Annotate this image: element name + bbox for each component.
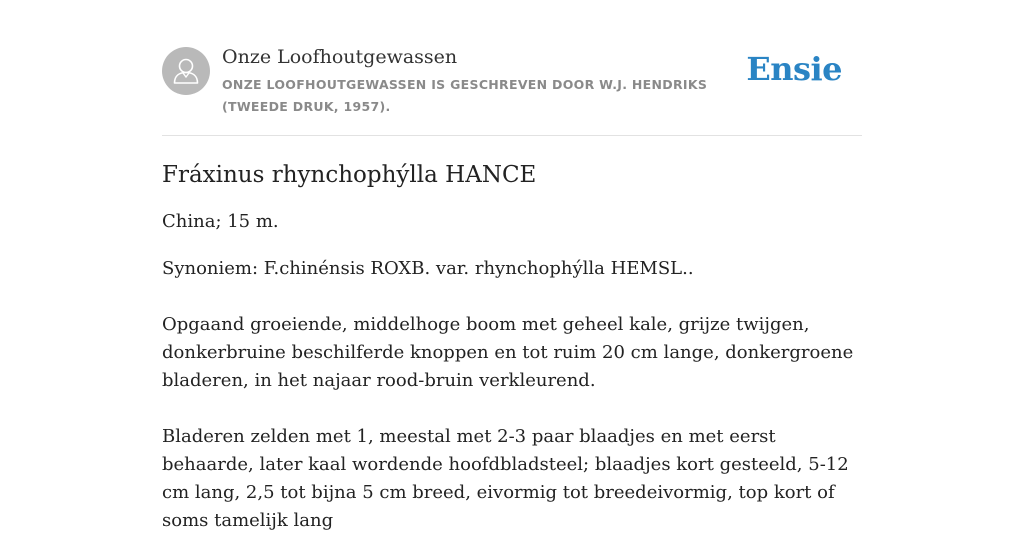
brand-logo[interactable]: Ensie bbox=[746, 50, 842, 88]
entry-title: Fráxinus rhynchophýlla HANCE bbox=[162, 162, 537, 188]
paragraph-synonym: Synoniem: F.chinénsis ROXB. var. rhynchophýlla HEMSL.. bbox=[162, 258, 694, 279]
book-description: ONZE LOOFHOUTGEWASSEN IS GESCHREVEN DOOR W.J. HENDRIKS (TWEEDE DRUK, 1957). bbox=[222, 77, 708, 114]
header-divider bbox=[162, 135, 862, 136]
author-avatar[interactable] bbox=[162, 47, 210, 95]
article-content bbox=[162, 158, 862, 535]
paragraph-leaves: Bladeren zelden met 1, meestal met 2-3 paar blaadjes en met eerst behaarde, later kaal wordende hoofdbladsteel; blaadjes kort gesteeld, 5-12 cm lang, 2,5 tot bijna 5 cm breed, eivormig tot breedeivormig, top kort of soms tamelijk lang bbox=[162, 426, 849, 531]
user-silhouette-icon bbox=[162, 47, 210, 95]
paragraph-description: Opgaand groeiende, middelhoge boom met geheel kale, grijze twijgen, donkerbruine beschilferde knoppen en tot ruim 20 cm lange, donkergroene bladeren, in het najaar rood-bruin verkleurend. bbox=[162, 314, 854, 391]
book-title[interactable]: Onze Loofhoutgewassen bbox=[222, 46, 458, 68]
paragraph-origin: China; 15 m. bbox=[162, 211, 279, 232]
book-header bbox=[162, 46, 862, 116]
